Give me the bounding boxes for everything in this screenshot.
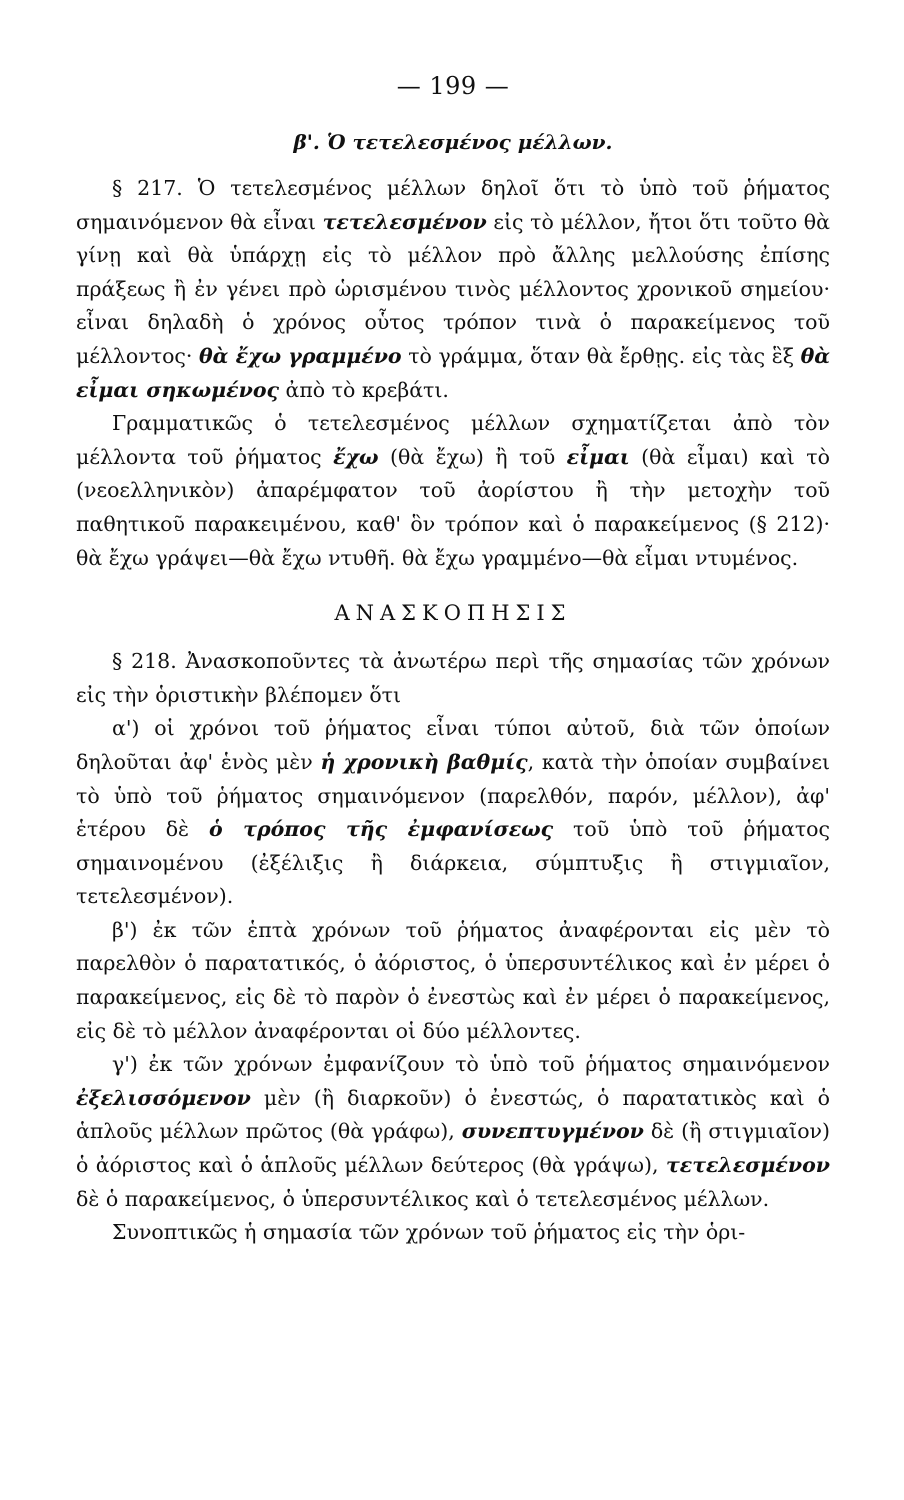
emphasized-term: τετελεσμένον: [322, 209, 487, 234]
section-title-anaskopisis: ΑΝΑΣΚΟΠΗΣΙΣ: [334, 601, 572, 626]
emphasized-term: ἡ χρονικὴ βαθμίς: [320, 749, 528, 774]
text-run: τοῦ ὑπὸ τοῦ ῥήματος σημαινομένου (ἐξέλιξις ἢ διάρκεια, σύμπτυξις ἢ στιγμιαῖον, τετελεσμένον).: [76, 817, 830, 909]
text-run: δὲ (ἢ στιγμιαῖον) ὁ ἀόριστος καὶ ὁ ἁπλοῦς μέλλων δεύτερος (θὰ γράψω),: [76, 1119, 830, 1178]
text-run: (θὰ ἔχω) ἢ τοῦ: [378, 444, 567, 469]
emphasized-term: ὁ τρόπος τῆς ἐμφανίσεως: [208, 817, 554, 842]
emphasized-term: θὰ εἶμαι σηκωμένος: [76, 343, 831, 402]
text-run: (θὰ εἶμαι) καὶ τὸ (νεοελληνικὸν) ἀπαρέμφατον τοῦ ἀορίστου ἢ τὴν μετοχὴν τοῦ παθητικοῦ παρακειμένου, καθ' ὃν τρόπον καὶ ὁ παρακείμενος (§ 212)· θὰ ἔχω γράψει—θὰ ἔχω ντυθῆ. θὰ ἔχω γραμμένο—θὰ εἶμαι ντυμένος.: [76, 444, 830, 570]
paragraph-218-intro: [76, 645, 830, 712]
paragraph-218-gamma: [76, 1048, 830, 1216]
emphasized-term: συνεπτυγμένον: [461, 1119, 644, 1144]
emphasized-term: εἶμαι: [566, 444, 630, 469]
text-run: Γραμματικῶς ὁ τετελεσμένος μέλλων σχηματίζεται ἀπὸ τὸν μέλλοντα τοῦ ῥήματος: [76, 411, 830, 469]
paragraph-218-beta: [76, 914, 830, 1048]
text-run: τὸ γράμμα, ὅταν θὰ ἔρθῃς. εἰς τὰς ἓξ: [401, 343, 801, 368]
book-page: [76, 72, 830, 1250]
paragraph-218-summary: [76, 1216, 830, 1250]
text-run: β') ἐκ τῶν ἑπτὰ χρόνων τοῦ ῥήματος ἀναφέρονται εἰς μὲν τὸ παρελθὸν ὁ παρατατικός, ὁ ἀόριστος, ὁ ὑπερσυντέλικος καὶ ἐν μέρει ὁ παρακείμενος, εἰς δὲ τὸ παρὸν ὁ ἐνεστὼς καὶ ἐν μέρει ὁ παρακείμενος, εἰς δὲ τὸ μέλλον ἀναφέρονται οἱ δύο μέλλοντες.: [76, 917, 830, 1043]
emphasized-term: ἔχω: [333, 444, 379, 469]
paragraph-217-formation: [76, 407, 830, 575]
text-run: δὲ ὁ παρακείμενος, ὁ ὑπερσυντέλικος καὶ ὁ τετελεσμένος μέλλων.: [76, 1186, 770, 1211]
emphasized-term: θὰ ἔχω γραμμένο: [199, 343, 402, 368]
subsection-heading: β'. Ὁ τετελεσμένος μέλλων.: [293, 130, 613, 154]
page-number: — 199 —: [396, 72, 510, 100]
text-run: , κατὰ τὴν ὁποίαν συμβαίνει τὸ ὑπὸ τοῦ ῥήματος σημαινόμενον (παρελθόν, παρόν, μέλλον), ἀφ' ἑτέρου δὲ: [76, 749, 830, 842]
text-run: γ') ἐκ τῶν χρόνων ἐμφανίζουν τὸ ὑπὸ τοῦ ῥήματος σημαινόμενον: [112, 1052, 830, 1077]
text-run: ἀπὸ τὸ κρεβάτι.: [278, 377, 449, 402]
emphasized-term: τετελεσμένον: [665, 1153, 830, 1178]
text-run: § 217. Ὁ τετελεσμένος μέλλων δηλοῖ ὅτι τὸ ὑπὸ τοῦ ῥήματος σημαινόμενον θὰ εἶναι: [76, 176, 830, 234]
text-run: § 218. Ἀνασκοποῦντες τὰ ἀνωτέρω περὶ τῆς σημασίας τῶν χρόνων εἰς τὴν ὁριστικὴν βλέπομεν ὅτι: [76, 649, 830, 707]
text-run: εἰς τὸ μέλλον, ἤτοι ὅτι τοῦτο θὰ γίνῃ καὶ θὰ ὑπάρχῃ εἰς τὸ μέλλον πρὸ ἄλλης μελλούσης ἐπίσης πράξεως ἢ ἐν γένει πρὸ ὡρισμένου τινὸς μέλλοντος χρονικοῦ σημείου· εἶναι δηλαδὴ ὁ χρόνος οὗτος τρόπον τινὰ ὁ παρακείμενος τοῦ μέλλοντος·: [76, 209, 830, 368]
paragraph-218-alpha: [76, 712, 830, 914]
text-run: μὲν (ἢ διαρκοῦν) ὁ ἐνεστώς, ὁ παρατατικὸς καὶ ὁ ἁπλοῦς μέλλων πρῶτος (θὰ γράφω),: [76, 1085, 830, 1144]
text-run: Συνοπτικῶς ἡ σημασία τῶν χρόνων τοῦ ῥήματος εἰς τὴν ὁρι-: [112, 1220, 746, 1245]
text-run: α') οἱ χρόνοι τοῦ ῥήματος εἶναι τύποι αὐτοῦ, διὰ τῶν ὁποίων δηλοῦται ἀφ' ἑνὸς μὲν: [76, 716, 830, 774]
paragraph-217-definition: [76, 172, 830, 407]
emphasized-term: ἐξελισσόμενον: [76, 1085, 251, 1110]
